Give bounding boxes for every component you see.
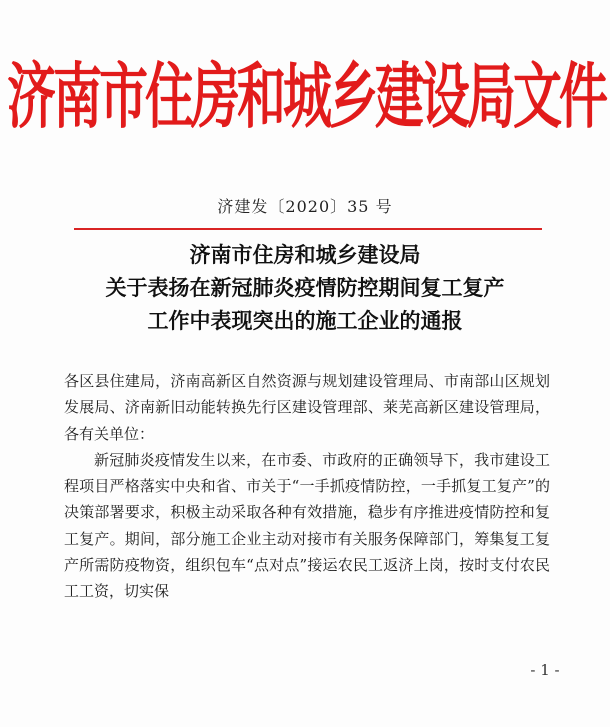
document-number: 济建发〔2020〕35 号 — [217, 197, 393, 216]
page-number-text: - 1 - — [530, 661, 560, 679]
red-divider-line — [74, 228, 542, 230]
title-line-1: 济南市住房和城乡建设局 — [189, 243, 421, 267]
title-line-2: 关于表扬在新冠肺炎疫情防控期间复工复产 — [105, 276, 505, 300]
letterhead-title: 济南市住房和城乡建设局文件 — [7, 54, 606, 139]
document-title — [0, 239, 610, 338]
addressee-paragraph: 各区县住建局，济南高新区自然资源与规划建设管理局、市南部山区规划发展局、济南新旧动能转换先行区建设管理部、莱芜高新区建设管理局，各有关单位： — [64, 372, 550, 443]
document-body — [64, 368, 550, 605]
title-line-3: 工作中表现突出的施工企业的通报 — [147, 309, 463, 333]
body-paragraph-1: 新冠肺炎疫情发生以来，在市委、市政府的正确领导下，我市建设工程项目严格落实中央和省、市关于“一手抓疫情防控，一手抓复工复产”的决策部署要求，积极主动采取各种有效措施，稳步有序推进疫情防控和复工复产。期间，部分施工企业主动对接市有关服务保障部门，筹集复工复产所需防疫物资，组织包车“点对点”接运农民工返济上岗，按时支付农民工工资，切实保 — [64, 450, 550, 601]
page-number — [0, 661, 610, 679]
